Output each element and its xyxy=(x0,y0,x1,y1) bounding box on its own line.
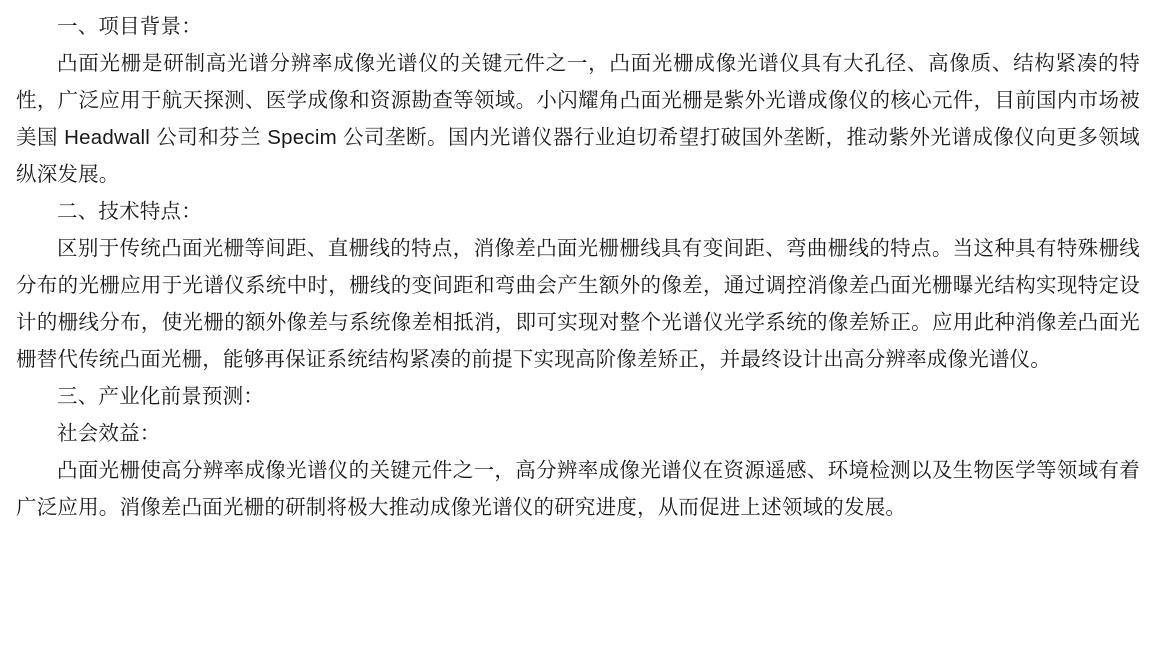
document-body xyxy=(16,8,1140,526)
section-heading-project-background: 一、项目背景： xyxy=(57,15,202,38)
paragraph-project-background: 凸面光栅是研制高光谱分辨率成像光谱仪的关键元件之一，凸面光栅成像光谱仪具有大孔径、高像质、结构紧凑的特性，广泛应用于航天探测、医学成像和资源勘查等领域。小闪耀角凸面光栅是紫外光谱成像仪的核心元件，目前国内市场被美国 Headwall 公司和芬兰 Specim 公司垄断。国内光谱仪器行业迫切希望打破国外垄断，推动紫外光谱成像仪向更多领域纵深发展。 xyxy=(16,52,1140,186)
section-heading-technical-features: 二、技术特点： xyxy=(57,200,202,223)
paragraph-technical-features: 区别于传统凸面光栅等间距、直栅线的特点，消像差凸面光栅栅线具有变间距、弯曲栅线的特点。当这种具有特殊栅线分布的光栅应用于光谱仪系统中时，栅线的变间距和弯曲会产生额外的像差，通过调控消像差凸面光栅曝光结构实现特定设计的栅线分布，使光栅的额外像差与系统像差相抵消，即可实现对整个光谱仪光学系统的像差矫正。应用此种消像差凸面光栅替代传统凸面光栅，能够再保证系统结构紧凑的前提下实现高阶像差矫正，并最终设计出高分辨率成像光谱仪。 xyxy=(16,237,1140,371)
paragraph-social-benefit: 凸面光栅使高分辨率成像光谱仪的关键元件之一，高分辨率成像光谱仪在资源遥感、环境检测以及生物医学等领域有着广泛应用。消像差凸面光栅的研制将极大推动成像光谱仪的研究进度，从而促进上述领域的发展。 xyxy=(16,459,1140,519)
subsection-heading-social-benefit: 社会效益： xyxy=(57,422,161,445)
section-heading-industrialization-outlook: 三、产业化前景预测： xyxy=(57,385,264,408)
